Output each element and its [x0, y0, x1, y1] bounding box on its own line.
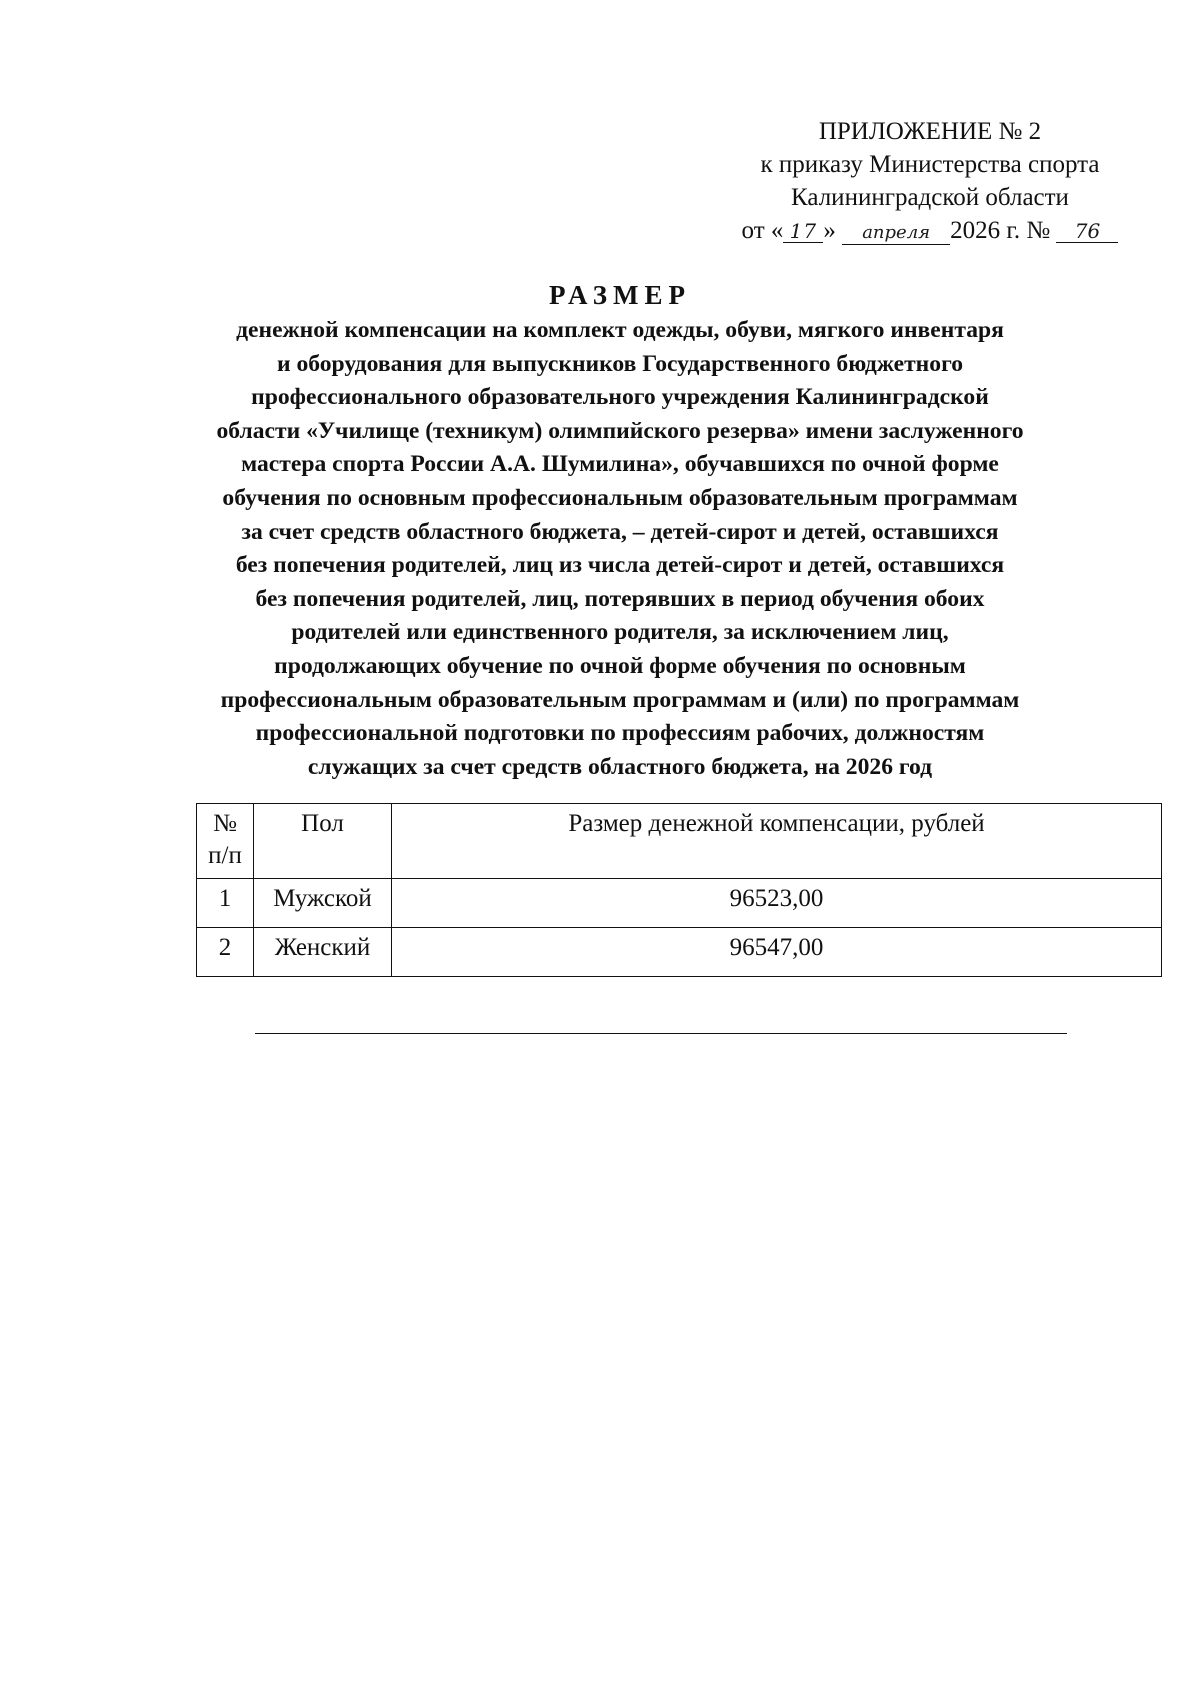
subtitle-line: без попечения родителей, лиц из числа детей-сирот и детей, оставшихся [235, 552, 1005, 579]
appendix-region: Калининградской области [791, 184, 1069, 211]
day-close: » [823, 217, 843, 244]
appendix-title: ПРИЛОЖЕНИЕ № 2 [818, 118, 1042, 145]
cell-amount: 96523,00 [392, 879, 1162, 928]
handwritten-month: апреля [842, 222, 950, 245]
compensation-table [196, 803, 1162, 977]
year-text: 2026 г. № [950, 217, 1057, 244]
header-number-abbr: п/п [208, 842, 242, 869]
date-prefix: от « [741, 217, 784, 244]
cell-sex: Мужской [254, 879, 392, 928]
header-amount: Размер денежной компенсации, рублей [392, 804, 1162, 879]
cell-number: 2 [197, 928, 254, 977]
subtitle-line: обучения по основным профессиональным образовательным программам [222, 484, 1018, 511]
document-title-block [175, 278, 1065, 784]
subtitle-line: служащих за счет средств областного бюджета, на 2026 год [307, 753, 933, 780]
handwritten-number: 76 [1056, 220, 1118, 243]
subtitle-line: без попечения родителей, лиц, потерявших в период обучения обоих [255, 585, 985, 612]
subtitle-line: области «Училище (техникум) олимпийского резерва» имени заслуженного [216, 417, 1024, 444]
subtitle-line: мастера спорта России А.А. Шумилина», обучавшихся по очной форме [241, 451, 999, 478]
document-subtitle [175, 314, 1065, 784]
end-of-document-divider [255, 1033, 1067, 1034]
subtitle-line: продолжающих обучение по очной форме обучения по основным [274, 652, 966, 679]
header-number-symbol: № [213, 810, 237, 837]
cell-amount: 96547,00 [392, 928, 1162, 977]
subtitle-line: профессиональной подготовки по профессиям рабочих, должностям [255, 720, 985, 747]
header-number [197, 804, 254, 879]
appendix-header [690, 115, 1170, 247]
table-header-row [197, 804, 1162, 879]
subtitle-line: профессиональным образовательным программам и (или) по программам [220, 686, 1020, 713]
cell-sex: Женский [254, 928, 392, 977]
appendix-date-line [690, 214, 1170, 247]
appendix-order-ref: к приказу Министерства спорта [760, 151, 1100, 178]
subtitle-line: родителей или единственного родителя, за исключением лиц, [291, 619, 949, 646]
subtitle-line: профессионального образовательного учреждения Калининградской [251, 384, 989, 411]
cell-number: 1 [197, 879, 254, 928]
table-row [197, 879, 1162, 928]
document-title: РАЗМЕР [548, 280, 692, 310]
handwritten-day: 17 [783, 220, 823, 243]
table-row [197, 928, 1162, 977]
subtitle-line: денежной компенсации на комплект одежды, обуви, мягкого инвентаря [236, 317, 1004, 343]
subtitle-line: за счет средств областного бюджета, – детей-сирот и детей, оставшихся [241, 518, 999, 545]
subtitle-line: и оборудования для выпускников Государственного бюджетного [276, 350, 963, 377]
header-sex: Пол [254, 804, 392, 879]
